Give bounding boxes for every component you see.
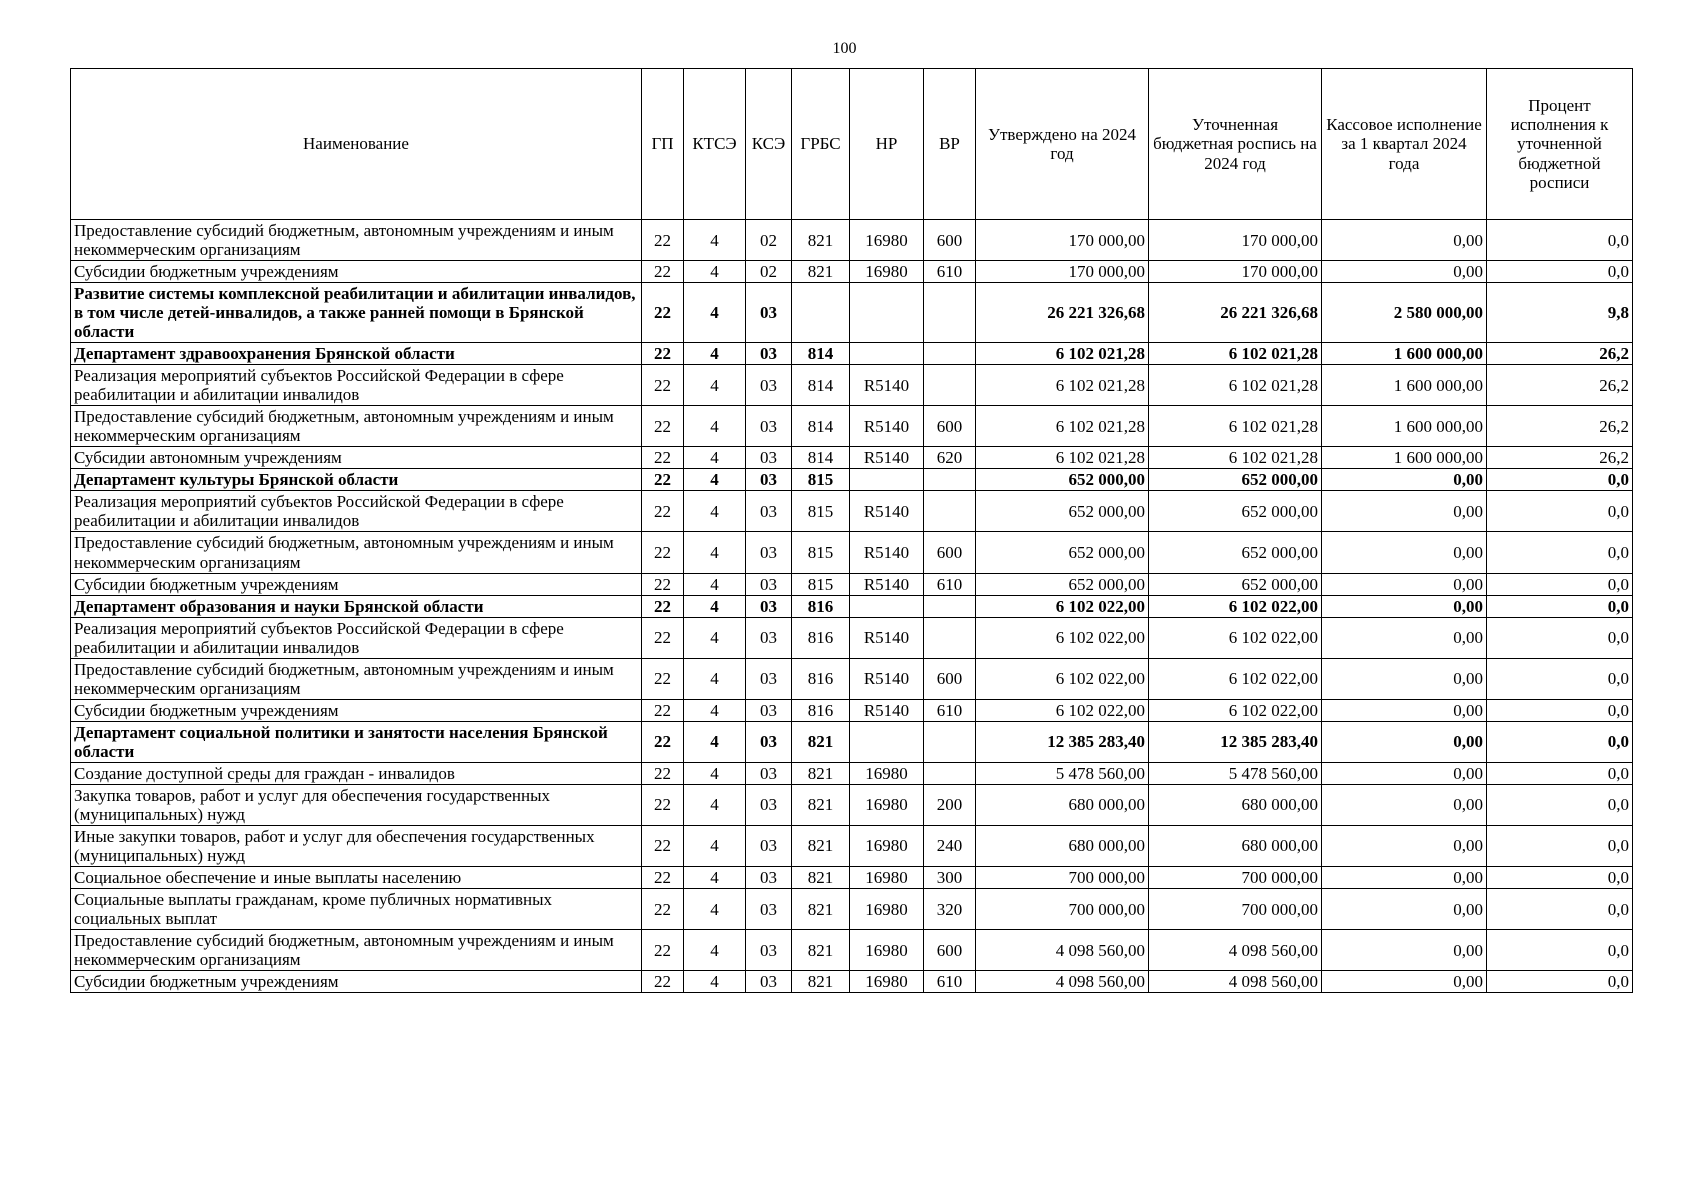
table-row bbox=[71, 532, 1633, 573]
cell-percent: 0,0 bbox=[1487, 762, 1633, 784]
cell-percent: 0,0 bbox=[1487, 595, 1633, 617]
cell-refined: 6 102 022,00 bbox=[1149, 617, 1322, 658]
cell-np: 16980 bbox=[850, 930, 924, 971]
cell-approved: 6 102 022,00 bbox=[976, 617, 1149, 658]
cell-gp: 22 bbox=[642, 573, 684, 595]
cell-grbs: 815 bbox=[792, 469, 850, 491]
cell-vr: 600 bbox=[924, 930, 976, 971]
cell-name: Субсидии бюджетным учреждениям bbox=[71, 261, 642, 283]
cell-vr: 600 bbox=[924, 220, 976, 261]
table-row bbox=[71, 721, 1633, 762]
cell-approved: 652 000,00 bbox=[976, 573, 1149, 595]
cell-refined: 680 000,00 bbox=[1149, 825, 1322, 866]
cell-refined: 26 221 326,68 bbox=[1149, 283, 1322, 343]
cell-ktse: 4 bbox=[684, 573, 746, 595]
cell-cash: 1 600 000,00 bbox=[1322, 365, 1487, 406]
cell-ktse: 4 bbox=[684, 447, 746, 469]
cell-name: Предоставление субсидий бюджетным, автономным учреждениям и иным некоммерческим организациям bbox=[71, 220, 642, 261]
cell-approved: 26 221 326,68 bbox=[976, 283, 1149, 343]
header-gp: ГП bbox=[642, 69, 684, 220]
table-row bbox=[71, 866, 1633, 888]
cell-gp: 22 bbox=[642, 532, 684, 573]
cell-name: Социальные выплаты гражданам, кроме публичных нормативных социальных выплат bbox=[71, 889, 642, 930]
cell-approved: 4 098 560,00 bbox=[976, 930, 1149, 971]
cell-cash: 0,00 bbox=[1322, 469, 1487, 491]
cell-approved: 5 478 560,00 bbox=[976, 762, 1149, 784]
table-row bbox=[71, 784, 1633, 825]
cell-name: Предоставление субсидий бюджетным, автономным учреждениям и иным некоммерческим организациям bbox=[71, 658, 642, 699]
cell-np: R5140 bbox=[850, 406, 924, 447]
table-row bbox=[71, 889, 1633, 930]
cell-kse: 03 bbox=[746, 343, 792, 365]
cell-refined: 6 102 021,28 bbox=[1149, 365, 1322, 406]
cell-percent: 0,0 bbox=[1487, 825, 1633, 866]
cell-ktse: 4 bbox=[684, 617, 746, 658]
cell-vr bbox=[924, 595, 976, 617]
cell-refined: 170 000,00 bbox=[1149, 220, 1322, 261]
cell-vr: 200 bbox=[924, 784, 976, 825]
cell-vr bbox=[924, 617, 976, 658]
cell-cash: 1 600 000,00 bbox=[1322, 447, 1487, 469]
header-approved: Утверждено на 2024 год bbox=[976, 69, 1149, 220]
cell-refined: 6 102 021,28 bbox=[1149, 343, 1322, 365]
cell-approved: 12 385 283,40 bbox=[976, 721, 1149, 762]
cell-np: 16980 bbox=[850, 261, 924, 283]
cell-name: Субсидии бюджетным учреждениям bbox=[71, 971, 642, 993]
cell-vr: 600 bbox=[924, 532, 976, 573]
cell-percent: 0,0 bbox=[1487, 658, 1633, 699]
header-grbs: ГРБС bbox=[792, 69, 850, 220]
cell-name: Департамент социальной политики и занятости населения Брянской области bbox=[71, 721, 642, 762]
cell-vr: 610 bbox=[924, 261, 976, 283]
cell-gp: 22 bbox=[642, 365, 684, 406]
cell-kse: 03 bbox=[746, 658, 792, 699]
cell-grbs bbox=[792, 283, 850, 343]
cell-name: Иные закупки товаров, работ и услуг для обеспечения государственных (муниципальных) нужд bbox=[71, 825, 642, 866]
cell-percent: 0,0 bbox=[1487, 889, 1633, 930]
cell-gp: 22 bbox=[642, 658, 684, 699]
table-row bbox=[71, 365, 1633, 406]
cell-grbs: 816 bbox=[792, 699, 850, 721]
table-row bbox=[71, 762, 1633, 784]
cell-gp: 22 bbox=[642, 889, 684, 930]
cell-kse: 03 bbox=[746, 365, 792, 406]
cell-name: Реализация мероприятий субъектов Российской Федерации в сфере реабилитации и абилитации инвалидов bbox=[71, 617, 642, 658]
cell-vr: 600 bbox=[924, 658, 976, 699]
cell-np: R5140 bbox=[850, 491, 924, 532]
cell-np: 16980 bbox=[850, 866, 924, 888]
cell-cash: 0,00 bbox=[1322, 866, 1487, 888]
cell-vr: 610 bbox=[924, 971, 976, 993]
cell-approved: 680 000,00 bbox=[976, 784, 1149, 825]
cell-gp: 22 bbox=[642, 469, 684, 491]
cell-kse: 03 bbox=[746, 532, 792, 573]
cell-name: Департамент здравоохранения Брянской области bbox=[71, 343, 642, 365]
cell-ktse: 4 bbox=[684, 699, 746, 721]
cell-vr bbox=[924, 283, 976, 343]
cell-grbs: 821 bbox=[792, 971, 850, 993]
cell-cash: 0,00 bbox=[1322, 573, 1487, 595]
cell-grbs: 814 bbox=[792, 365, 850, 406]
header-ktse: КТСЭ bbox=[684, 69, 746, 220]
cell-cash: 2 580 000,00 bbox=[1322, 283, 1487, 343]
cell-cash: 0,00 bbox=[1322, 930, 1487, 971]
cell-gp: 22 bbox=[642, 825, 684, 866]
cell-refined: 6 102 021,28 bbox=[1149, 447, 1322, 469]
cell-percent: 26,2 bbox=[1487, 343, 1633, 365]
cell-approved: 6 102 022,00 bbox=[976, 595, 1149, 617]
cell-kse: 03 bbox=[746, 283, 792, 343]
cell-approved: 700 000,00 bbox=[976, 889, 1149, 930]
cell-name: Создание доступной среды для граждан - инвалидов bbox=[71, 762, 642, 784]
table-row bbox=[71, 573, 1633, 595]
cell-approved: 6 102 022,00 bbox=[976, 658, 1149, 699]
cell-refined: 170 000,00 bbox=[1149, 261, 1322, 283]
cell-kse: 03 bbox=[746, 866, 792, 888]
cell-ktse: 4 bbox=[684, 825, 746, 866]
cell-cash: 0,00 bbox=[1322, 532, 1487, 573]
table-body bbox=[71, 220, 1633, 993]
cell-grbs: 821 bbox=[792, 889, 850, 930]
cell-approved: 6 102 021,28 bbox=[976, 343, 1149, 365]
cell-gp: 22 bbox=[642, 261, 684, 283]
cell-name: Закупка товаров, работ и услуг для обеспечения государственных (муниципальных) нужд bbox=[71, 784, 642, 825]
cell-approved: 652 000,00 bbox=[976, 491, 1149, 532]
cell-gp: 22 bbox=[642, 866, 684, 888]
cell-name: Развитие системы комплексной реабилитации и абилитации инвалидов, в том числе детей-инвалидов, а также ранней помощи в Брянской области bbox=[71, 283, 642, 343]
cell-percent: 0,0 bbox=[1487, 866, 1633, 888]
cell-cash: 0,00 bbox=[1322, 699, 1487, 721]
cell-np: R5140 bbox=[850, 617, 924, 658]
cell-ktse: 4 bbox=[684, 261, 746, 283]
cell-gp: 22 bbox=[642, 971, 684, 993]
cell-gp: 22 bbox=[642, 595, 684, 617]
cell-np bbox=[850, 469, 924, 491]
header-kse: КСЭ bbox=[746, 69, 792, 220]
cell-ktse: 4 bbox=[684, 595, 746, 617]
cell-grbs: 821 bbox=[792, 762, 850, 784]
cell-grbs: 821 bbox=[792, 930, 850, 971]
cell-kse: 03 bbox=[746, 762, 792, 784]
cell-refined: 6 102 021,28 bbox=[1149, 406, 1322, 447]
cell-vr bbox=[924, 491, 976, 532]
cell-name: Предоставление субсидий бюджетным, автономным учреждениям и иным некоммерческим организациям bbox=[71, 930, 642, 971]
cell-percent: 0,0 bbox=[1487, 491, 1633, 532]
cell-gp: 22 bbox=[642, 406, 684, 447]
cell-refined: 4 098 560,00 bbox=[1149, 930, 1322, 971]
cell-kse: 03 bbox=[746, 573, 792, 595]
cell-ktse: 4 bbox=[684, 283, 746, 343]
cell-cash: 0,00 bbox=[1322, 762, 1487, 784]
cell-refined: 652 000,00 bbox=[1149, 491, 1322, 532]
cell-kse: 03 bbox=[746, 784, 792, 825]
cell-vr bbox=[924, 721, 976, 762]
cell-cash: 0,00 bbox=[1322, 220, 1487, 261]
cell-name: Предоставление субсидий бюджетным, автономным учреждениям и иным некоммерческим организациям bbox=[71, 406, 642, 447]
cell-approved: 652 000,00 bbox=[976, 469, 1149, 491]
cell-vr bbox=[924, 365, 976, 406]
cell-grbs: 815 bbox=[792, 573, 850, 595]
cell-vr: 620 bbox=[924, 447, 976, 469]
cell-percent: 0,0 bbox=[1487, 699, 1633, 721]
table-row bbox=[71, 491, 1633, 532]
cell-cash: 0,00 bbox=[1322, 658, 1487, 699]
cell-name: Реализация мероприятий субъектов Российской Федерации в сфере реабилитации и абилитации инвалидов bbox=[71, 491, 642, 532]
cell-kse: 03 bbox=[746, 617, 792, 658]
header-name: Наименование bbox=[71, 69, 642, 220]
cell-ktse: 4 bbox=[684, 762, 746, 784]
cell-kse: 03 bbox=[746, 721, 792, 762]
cell-refined: 5 478 560,00 bbox=[1149, 762, 1322, 784]
cell-grbs: 821 bbox=[792, 220, 850, 261]
cell-kse: 03 bbox=[746, 469, 792, 491]
table-row bbox=[71, 595, 1633, 617]
cell-ktse: 4 bbox=[684, 889, 746, 930]
cell-np: R5140 bbox=[850, 658, 924, 699]
cell-ktse: 4 bbox=[684, 532, 746, 573]
cell-vr: 600 bbox=[924, 406, 976, 447]
cell-refined: 6 102 022,00 bbox=[1149, 699, 1322, 721]
cell-ktse: 4 bbox=[684, 406, 746, 447]
cell-cash: 0,00 bbox=[1322, 825, 1487, 866]
cell-kse: 03 bbox=[746, 595, 792, 617]
table-row bbox=[71, 699, 1633, 721]
table-row bbox=[71, 343, 1633, 365]
cell-kse: 03 bbox=[746, 406, 792, 447]
page-number: 100 bbox=[832, 40, 857, 57]
cell-vr bbox=[924, 343, 976, 365]
table-row bbox=[71, 658, 1633, 699]
cell-ktse: 4 bbox=[684, 784, 746, 825]
cell-grbs: 814 bbox=[792, 447, 850, 469]
cell-ktse: 4 bbox=[684, 343, 746, 365]
table-row bbox=[71, 261, 1633, 283]
cell-percent: 0,0 bbox=[1487, 261, 1633, 283]
table-row bbox=[71, 469, 1633, 491]
table-row bbox=[71, 406, 1633, 447]
cell-percent: 0,0 bbox=[1487, 971, 1633, 993]
cell-gp: 22 bbox=[642, 762, 684, 784]
cell-cash: 1 600 000,00 bbox=[1322, 343, 1487, 365]
cell-refined: 6 102 022,00 bbox=[1149, 595, 1322, 617]
cell-ktse: 4 bbox=[684, 469, 746, 491]
cell-name: Субсидии бюджетным учреждениям bbox=[71, 573, 642, 595]
cell-approved: 170 000,00 bbox=[976, 261, 1149, 283]
cell-np: R5140 bbox=[850, 447, 924, 469]
cell-gp: 22 bbox=[642, 617, 684, 658]
cell-np: R5140 bbox=[850, 573, 924, 595]
cell-percent: 26,2 bbox=[1487, 365, 1633, 406]
cell-gp: 22 bbox=[642, 343, 684, 365]
cell-gp: 22 bbox=[642, 447, 684, 469]
cell-np: 16980 bbox=[850, 762, 924, 784]
cell-kse: 02 bbox=[746, 261, 792, 283]
cell-grbs: 821 bbox=[792, 825, 850, 866]
cell-gp: 22 bbox=[642, 491, 684, 532]
cell-grbs: 816 bbox=[792, 595, 850, 617]
budget-table bbox=[70, 68, 1633, 993]
cell-vr bbox=[924, 762, 976, 784]
cell-np bbox=[850, 343, 924, 365]
cell-percent: 9,8 bbox=[1487, 283, 1633, 343]
cell-vr: 610 bbox=[924, 699, 976, 721]
cell-grbs: 815 bbox=[792, 491, 850, 532]
cell-percent: 0,0 bbox=[1487, 469, 1633, 491]
cell-grbs: 816 bbox=[792, 617, 850, 658]
cell-kse: 03 bbox=[746, 971, 792, 993]
cell-percent: 0,0 bbox=[1487, 573, 1633, 595]
cell-np: 16980 bbox=[850, 971, 924, 993]
cell-ktse: 4 bbox=[684, 866, 746, 888]
cell-np: R5140 bbox=[850, 532, 924, 573]
cell-kse: 03 bbox=[746, 825, 792, 866]
cell-percent: 0,0 bbox=[1487, 220, 1633, 261]
cell-name: Субсидии бюджетным учреждениям bbox=[71, 699, 642, 721]
cell-refined: 652 000,00 bbox=[1149, 532, 1322, 573]
cell-approved: 6 102 021,28 bbox=[976, 447, 1149, 469]
table-header bbox=[71, 69, 1633, 220]
cell-approved: 6 102 021,28 bbox=[976, 406, 1149, 447]
cell-approved: 6 102 022,00 bbox=[976, 699, 1149, 721]
cell-np bbox=[850, 595, 924, 617]
cell-kse: 03 bbox=[746, 491, 792, 532]
cell-percent: 26,2 bbox=[1487, 406, 1633, 447]
cell-grbs: 821 bbox=[792, 721, 850, 762]
cell-grbs: 815 bbox=[792, 532, 850, 573]
cell-refined: 652 000,00 bbox=[1149, 469, 1322, 491]
cell-np bbox=[850, 721, 924, 762]
cell-percent: 0,0 bbox=[1487, 784, 1633, 825]
cell-grbs: 821 bbox=[792, 261, 850, 283]
cell-kse: 03 bbox=[746, 930, 792, 971]
cell-vr bbox=[924, 469, 976, 491]
header-refined: Уточненная бюджетная роспись на 2024 год bbox=[1149, 69, 1322, 220]
cell-refined: 680 000,00 bbox=[1149, 784, 1322, 825]
cell-kse: 02 bbox=[746, 220, 792, 261]
table-row bbox=[71, 283, 1633, 343]
cell-ktse: 4 bbox=[684, 721, 746, 762]
cell-grbs: 821 bbox=[792, 784, 850, 825]
cell-ktse: 4 bbox=[684, 220, 746, 261]
cell-gp: 22 bbox=[642, 930, 684, 971]
cell-ktse: 4 bbox=[684, 930, 746, 971]
cell-cash: 0,00 bbox=[1322, 971, 1487, 993]
cell-np: 16980 bbox=[850, 220, 924, 261]
cell-approved: 700 000,00 bbox=[976, 866, 1149, 888]
cell-gp: 22 bbox=[642, 283, 684, 343]
cell-ktse: 4 bbox=[684, 365, 746, 406]
cell-gp: 22 bbox=[642, 784, 684, 825]
cell-grbs: 821 bbox=[792, 866, 850, 888]
cell-name: Департамент образования и науки Брянской области bbox=[71, 595, 642, 617]
cell-cash: 0,00 bbox=[1322, 491, 1487, 532]
cell-np: 16980 bbox=[850, 784, 924, 825]
cell-grbs: 814 bbox=[792, 406, 850, 447]
cell-cash: 0,00 bbox=[1322, 617, 1487, 658]
cell-ktse: 4 bbox=[684, 491, 746, 532]
cell-np: 16980 bbox=[850, 825, 924, 866]
cell-refined: 4 098 560,00 bbox=[1149, 971, 1322, 993]
cell-refined: 700 000,00 bbox=[1149, 889, 1322, 930]
cell-vr: 610 bbox=[924, 573, 976, 595]
cell-ktse: 4 bbox=[684, 658, 746, 699]
cell-percent: 0,0 bbox=[1487, 532, 1633, 573]
cell-refined: 12 385 283,40 bbox=[1149, 721, 1322, 762]
cell-vr: 240 bbox=[924, 825, 976, 866]
table-row bbox=[71, 971, 1633, 993]
cell-kse: 03 bbox=[746, 699, 792, 721]
cell-cash: 0,00 bbox=[1322, 784, 1487, 825]
cell-grbs: 814 bbox=[792, 343, 850, 365]
cell-gp: 22 bbox=[642, 721, 684, 762]
table-row bbox=[71, 220, 1633, 261]
cell-kse: 03 bbox=[746, 447, 792, 469]
cell-approved: 4 098 560,00 bbox=[976, 971, 1149, 993]
cell-grbs: 816 bbox=[792, 658, 850, 699]
table-row bbox=[71, 825, 1633, 866]
cell-kse: 03 bbox=[746, 889, 792, 930]
cell-ktse: 4 bbox=[684, 971, 746, 993]
cell-vr: 300 bbox=[924, 866, 976, 888]
cell-cash: 0,00 bbox=[1322, 721, 1487, 762]
cell-percent: 0,0 bbox=[1487, 721, 1633, 762]
cell-refined: 700 000,00 bbox=[1149, 866, 1322, 888]
cell-gp: 22 bbox=[642, 220, 684, 261]
cell-cash: 1 600 000,00 bbox=[1322, 406, 1487, 447]
cell-name: Реализация мероприятий субъектов Российской Федерации в сфере реабилитации и абилитации инвалидов bbox=[71, 365, 642, 406]
cell-np: R5140 bbox=[850, 365, 924, 406]
cell-np bbox=[850, 283, 924, 343]
cell-np: R5140 bbox=[850, 699, 924, 721]
cell-cash: 0,00 bbox=[1322, 889, 1487, 930]
cell-name: Предоставление субсидий бюджетным, автономным учреждениям и иным некоммерческим организациям bbox=[71, 532, 642, 573]
cell-approved: 652 000,00 bbox=[976, 532, 1149, 573]
table-row bbox=[71, 930, 1633, 971]
cell-name: Социальное обеспечение и иные выплаты населению bbox=[71, 866, 642, 888]
cell-percent: 26,2 bbox=[1487, 447, 1633, 469]
header-np: НР bbox=[850, 69, 924, 220]
cell-refined: 6 102 022,00 bbox=[1149, 658, 1322, 699]
cell-approved: 6 102 021,28 bbox=[976, 365, 1149, 406]
cell-name: Департамент культуры Брянской области bbox=[71, 469, 642, 491]
header-cash: Кассовое исполнение за 1 квартал 2024 года bbox=[1322, 69, 1487, 220]
cell-cash: 0,00 bbox=[1322, 595, 1487, 617]
cell-np: 16980 bbox=[850, 889, 924, 930]
cell-approved: 680 000,00 bbox=[976, 825, 1149, 866]
cell-percent: 0,0 bbox=[1487, 930, 1633, 971]
cell-approved: 170 000,00 bbox=[976, 220, 1149, 261]
header-percent: Процент исполнения к уточненной бюджетной росписи bbox=[1487, 69, 1633, 220]
cell-percent: 0,0 bbox=[1487, 617, 1633, 658]
cell-gp: 22 bbox=[642, 699, 684, 721]
cell-cash: 0,00 bbox=[1322, 261, 1487, 283]
cell-vr: 320 bbox=[924, 889, 976, 930]
table-row bbox=[71, 447, 1633, 469]
table-row bbox=[71, 617, 1633, 658]
header-vr: ВР bbox=[924, 69, 976, 220]
cell-refined: 652 000,00 bbox=[1149, 573, 1322, 595]
cell-name: Субсидии автономным учреждениям bbox=[71, 447, 642, 469]
